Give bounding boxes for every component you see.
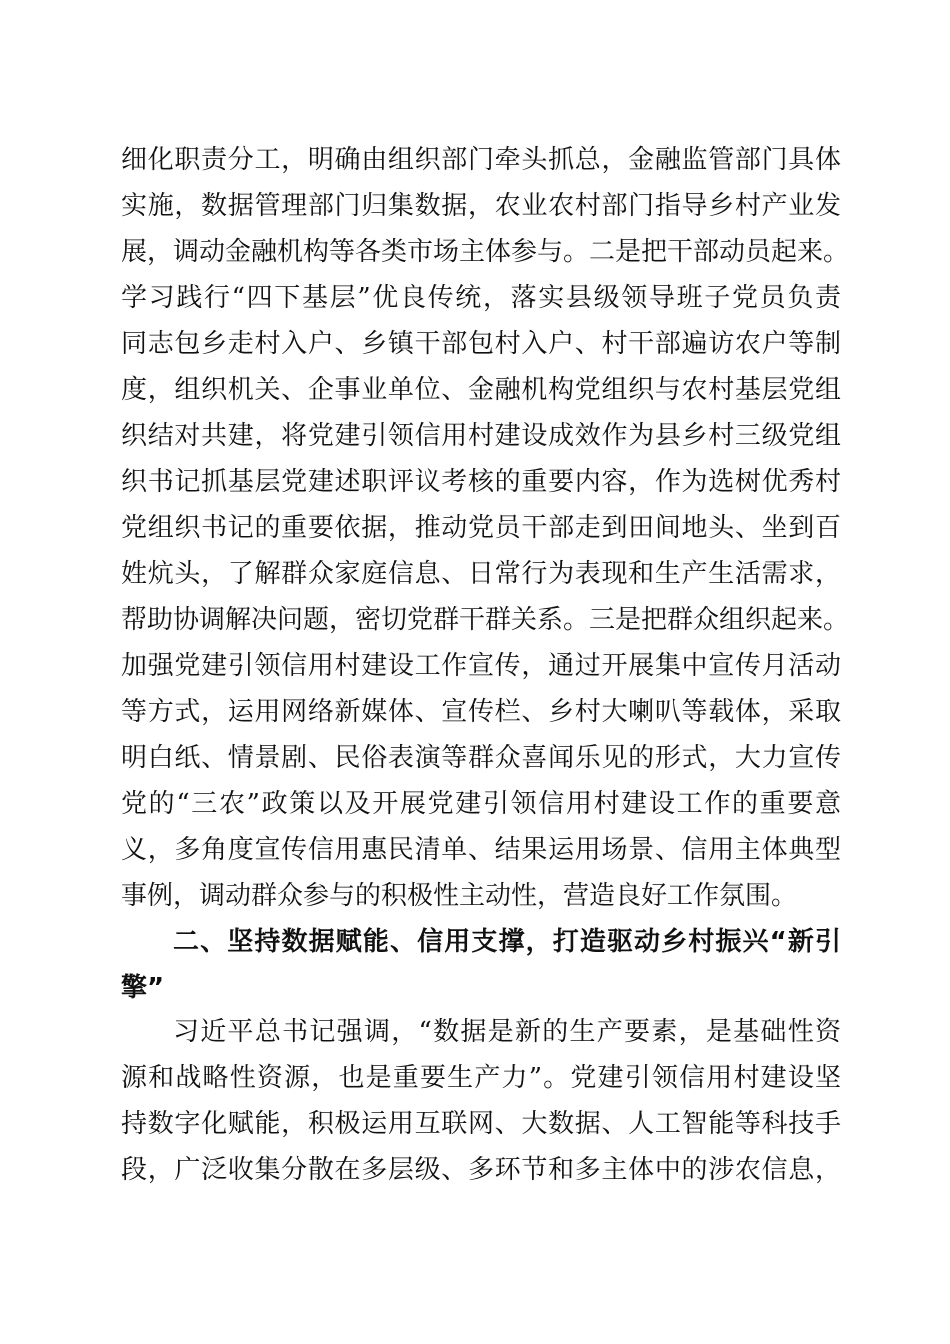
paragraph-line: 帮助协调解决问题，密切党群干群关系。三是把群众组织起来。	[121, 605, 850, 635]
paragraph-line: 织书记抓基层党建述职评议考核的重要内容，作为选树优秀村	[121, 467, 841, 497]
paragraph-line: 展，调动金融机构等各类市场主体参与。二是把干部动员起来。	[121, 237, 850, 267]
paragraph-line: 党的“三农”政策以及开展党建引领信用村建设工作的重要意	[121, 789, 841, 819]
section-heading-line: 二、坚持数据赋能、信用支撑，打造驱动乡村振兴“新引	[173, 927, 841, 957]
paragraph-continued	[121, 137, 850, 919]
paragraph-line: 党组织书记的重要依据，推动党员干部走到田间地头、坐到百	[121, 513, 841, 543]
paragraph-line: 等方式，运用网络新媒体、宣传栏、乡村大喇叭等载体，采取	[121, 697, 841, 727]
paragraph-line: 织结对共建，将党建引领信用村建设成效作为县乡村三级党组	[121, 421, 841, 451]
paragraph-line: 段，广泛收集分散在多层级、多环节和多主体中的涉农信息，	[121, 1155, 841, 1185]
paragraph-line: 实施，数据管理部门归集数据，农业农村部门指导乡村产业发	[121, 191, 841, 221]
paragraph-line: 学习践行“四下基层”优良传统，落实县级领导班子党员负责	[121, 283, 841, 313]
paragraph-line: 义，多角度宣传信用惠民清单、结果运用场景、信用主体典型	[121, 835, 841, 865]
paragraph-line: 明白纸、情景剧、民俗表演等群众喜闻乐见的形式，大力宣传	[121, 743, 841, 773]
paragraph-line: 源和战略性资源，也是重要生产力”。党建引领信用村建设坚	[121, 1063, 841, 1093]
paragraph	[121, 1009, 841, 1193]
paragraph-line: 姓炕头，了解群众家庭信息、日常行为表现和生产生活需求，	[121, 559, 841, 589]
paragraph-line: 习近平总书记强调，“数据是新的生产要素，是基础性资	[173, 1017, 841, 1047]
section-heading-line: 擎”	[121, 973, 165, 1003]
paragraph-line: 持数字化赋能，积极运用互联网、大数据、人工智能等科技手	[121, 1109, 841, 1139]
paragraph-line: 加强党建引领信用村建设工作宣传，通过开展集中宣传月活动	[121, 651, 841, 681]
paragraph-line: 细化职责分工，明确由组织部门牵头抓总，金融监管部门具体	[121, 145, 841, 175]
paragraph-line: 事例，调动群众参与的积极性主动性，营造良好工作氛围。	[121, 881, 798, 911]
section-heading	[121, 919, 841, 1011]
paragraph-line: 同志包乡走村入户、乡镇干部包村入户、村干部遍访农户等制	[121, 329, 841, 359]
paragraph-line: 度，组织机关、企事业单位、金融机构党组织与农村基层党组	[121, 375, 841, 405]
